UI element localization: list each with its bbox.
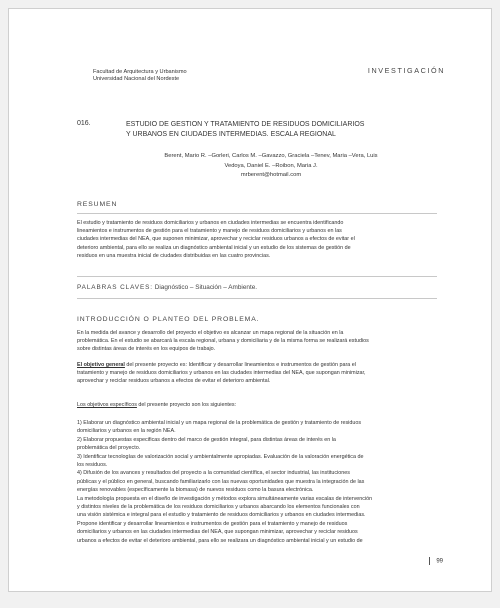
objetivos-especificos-intro (77, 401, 439, 409)
list-line: La metodología propuesta en el diseño de investigación y métodos explora simultáneamente varias escalas de intervención (77, 495, 373, 502)
author-email: mrberent@hotmail.com (240, 172, 302, 178)
list-line: problemática del proyecto. (77, 445, 141, 452)
list-line: 4) Difusión de los avances y resultados del proyecto a la comunidad científica, el sector industrial, las instituciones (77, 470, 350, 477)
list-line: y distintos niveles de la problemática de los residuos domiciliarios y urbanos abarcando los elementos funcionales con (77, 504, 360, 511)
list-line: energías renovables (específicamente la biomasa) de nuevos residuos como la basura electrónica. (77, 487, 314, 494)
list-line: urbanos a efectos de evitar el deterioro ambiental, para ello se realizara un diagnóstico ambiental inicial y un estudio de (77, 537, 363, 544)
article-title-line: Y URBANOS EN CIUDADES INTERMEDIAS. ESCALA REGIONAL (126, 131, 336, 138)
authors-line: Vedoya, Daniel E. –Roibon, Maria J. (224, 162, 318, 169)
objetivo-general-paragraph (77, 361, 439, 386)
divider (77, 213, 437, 214)
article-title (126, 120, 426, 140)
text-line: lineamientos e instrumentos de gestión para el tratamiento y manejo de residuos domiciliarios y urbanos en las (77, 228, 342, 235)
objetivos-especificos-text: del presente proyecto son los siguientes: (136, 402, 237, 408)
page-number-bar (429, 557, 430, 565)
list-line: domiciliarios y urbanos en las ciudades intermedias del NEA, que supongan minimizar, aprovechar y reciclar residuos (77, 529, 358, 536)
list-line: 2) Elaborar propuestas especificas dentro del marco de gestión integral, para distintas áreas de interés en la (77, 436, 336, 443)
keywords-label: PALABRAS CLAVES: (77, 284, 153, 291)
text-line (77, 361, 439, 369)
keywords (77, 284, 257, 291)
objetivo-general-label: El objetivo general (77, 362, 125, 368)
objectives-list (77, 419, 439, 545)
objetivo-general-text: del presente proyecto es: Identificar y desarrollar lineamientos e instrumentos de gestión para el (124, 362, 356, 368)
author-list (126, 152, 416, 181)
text-line: sobre distintas áreas de interés en los equipos de trabajo. (77, 346, 216, 353)
keywords-text: Diagnóstico – Situación – Ambiente. (154, 284, 258, 291)
divider (77, 276, 437, 277)
authors-line: Berent, Mario R. –Gorleri, Carlos M. –Gavazzo, Graciela –Tenev, Maria –Vera, Luis (164, 153, 378, 159)
institution-faculty: Facultad de Arquitectura y Urbanismo (93, 69, 187, 75)
list-line: Propone identificar y desarrollar lineamientos e instrumentos de gestión para el tratamiento y manejo de residuos (77, 520, 348, 527)
section-label: INVESTIGACIÓN (367, 66, 445, 75)
text-line: ciudades intermedias del NEA, que suponen minimizar, aprovechar y reciclar residuos urbanos a efectos de evitar el (77, 236, 355, 243)
institution-university: Universidad Nacional del Nordeste (93, 76, 180, 83)
list-line: domiciliarios y urbanos en la región NEA. (77, 428, 176, 435)
list-line: 3) Identificar tecnologías de valorización social y ambientalmente apropiadas. Evaluación de la valoración energética de (77, 453, 364, 460)
objetivos-especificos-label: Los objetivos específicos (77, 402, 137, 408)
intro-paragraph (77, 329, 439, 354)
document-page (8, 8, 492, 592)
text-line: tratamiento y manejo de residuos domiciliarios y urbanos en las ciudades intermedias del NEA, que supongan minimizar, (77, 370, 366, 377)
text-line: aprovechar y reciclar residuos urbanos a efectos de evitar el deterioro ambiental. (77, 378, 271, 385)
list-line: una visión sistémica e integral para el estudio y tratamiento de residuos domiciliarios y urbanos en ciudades intermedias. (77, 512, 366, 519)
institution-header (93, 69, 187, 83)
divider (77, 298, 437, 299)
page-number-text: 99 (436, 558, 443, 565)
resumen-paragraph (77, 219, 439, 260)
article-title-line: ESTUDIO DE GESTION Y TRATAMIENTO DE RESIDUOS DOMICILIARIOS (126, 121, 365, 128)
text-line: residuos en una muestra inicial de ciudades distribuidas en las cuatro provincias. (77, 252, 271, 259)
text-line (77, 401, 439, 409)
text-line: En la medida del avance y desarrollo del proyecto el objetivo es alcanzar un mapa regional de la situación en la (77, 330, 344, 336)
page-number (429, 557, 443, 565)
intro-heading: INTRODUCCIÓN O PLANTEO DEL PROBLEMA. (77, 316, 260, 323)
text-line: deterioro ambiental, para ello se realiza un diagnóstico ambiental inicial y un estudio de los sistemas de gestión de (77, 244, 351, 251)
list-line: 1) Elaborar un diagnóstico ambiental inicial y un mapa regional de la problemática de gestión y tratamiento de residuos (77, 420, 362, 426)
article-number: 016. (77, 120, 91, 127)
list-line: públicas y el público en general, buscando familiarizarlo con las nuevas oportunidades que muestra la integración de las (77, 478, 365, 485)
text-line: problemática. En el estudio se abarcará la escala regional, urbana y domiciliaria y de la misma forma se realizará estudios (77, 338, 369, 345)
list-line: los residuos. (77, 462, 108, 469)
text-line: El estudio y tratamiento de residuos domiciliarios y urbanos en ciudades intermedias se encuentra identificando (77, 220, 344, 226)
resumen-heading: RESUMEN (77, 201, 118, 208)
